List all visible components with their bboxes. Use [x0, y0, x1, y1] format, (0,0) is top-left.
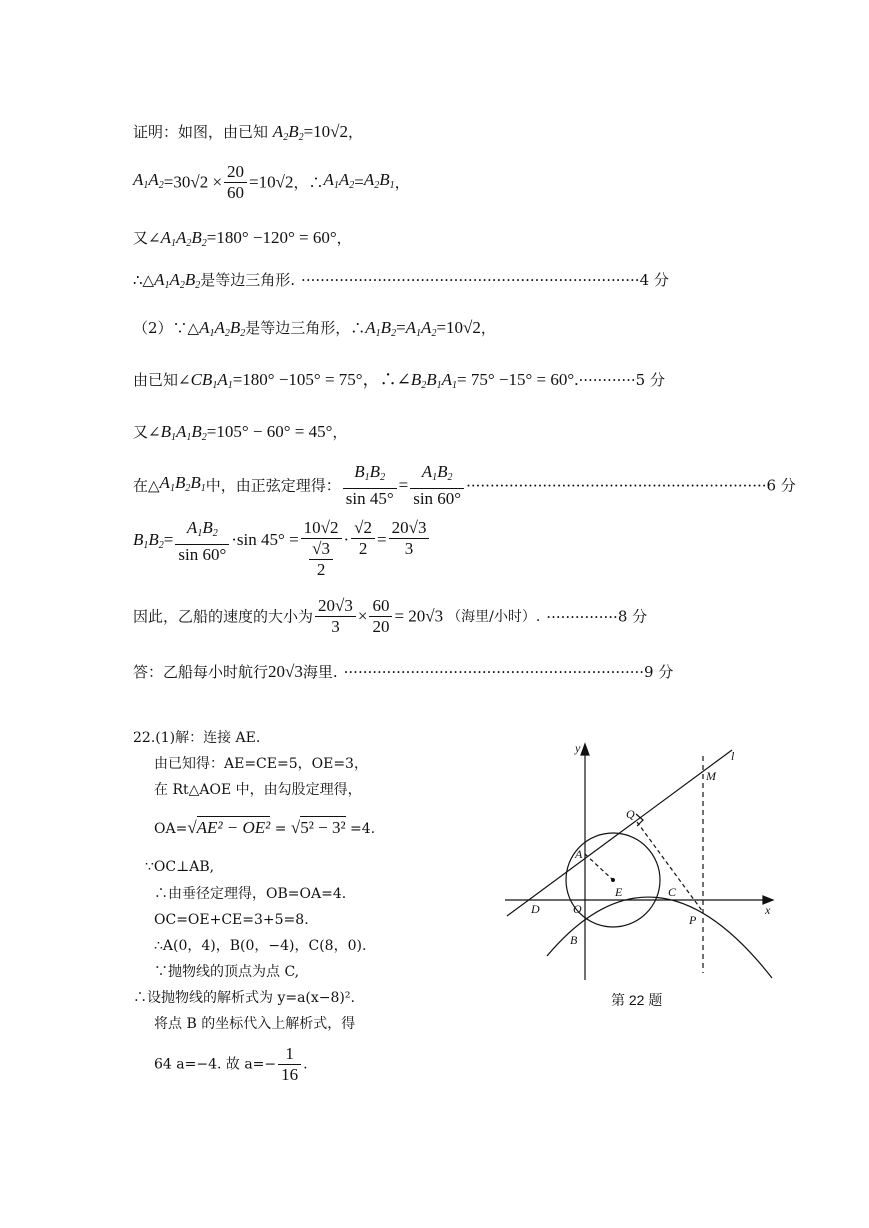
comma: ，	[332, 423, 348, 441]
angle-a1a2b2: $A_1A_2B_2$	[160, 228, 207, 249]
fraction-1-16	[278, 1044, 301, 1085]
figure-caption: 第 22 题	[611, 992, 663, 1008]
proof-line-5-text: 是等边三角形，∴	[245, 319, 366, 337]
q22-line-5: ∵OC⊥AB,	[145, 859, 215, 875]
segment-a2b2: $A_2B_2$	[272, 122, 304, 143]
comma: ，	[348, 123, 364, 141]
segment-a1a2: $A_1A_2$	[133, 169, 164, 191]
proof-line-4	[133, 270, 669, 296]
proof-line-10-pre: 因此，乙船的速度的大小为	[133, 607, 314, 626]
answer-unit: 海里.	[302, 663, 338, 681]
equals: =	[163, 530, 174, 549]
fraction-result	[389, 518, 430, 559]
fraction-20-60	[224, 162, 247, 203]
inner-denominator: 2	[316, 560, 326, 579]
proof-line-9	[133, 518, 431, 584]
q22-line-10: ∴设抛物线的解析式为 y=a(x−8)².	[133, 990, 355, 1006]
times-operator: ×	[357, 606, 368, 626]
segment-b1b2: $B_1B_2$	[133, 530, 164, 551]
fraction-numerator: 60	[369, 596, 392, 617]
proof-line-7	[133, 422, 347, 448]
proof-line-1	[133, 122, 363, 148]
fraction-numerator: √2	[351, 518, 375, 539]
proof-line-5-pre: （2）∵△	[133, 319, 200, 337]
score-label: 8 分	[617, 607, 648, 626]
comma: ，	[336, 229, 352, 247]
fraction-denominator: 20	[372, 617, 390, 636]
fraction-denominator: sin 60°	[178, 545, 227, 564]
equals: =	[396, 318, 406, 337]
proof-line-4-pre: ∴△	[133, 271, 155, 289]
fraction-numerator: 1	[278, 1044, 301, 1065]
segment-a1a2-b: $A_1A_2$	[323, 169, 355, 191]
therefore-text: ，∴	[293, 173, 324, 192]
fraction-60-20	[369, 596, 392, 637]
score-label: 5 分	[635, 371, 665, 389]
fraction-a1b2-sin60-b	[175, 518, 229, 565]
triangle-a1a2b2-b: $A_1A_2B_2$	[199, 318, 246, 339]
segment-ae-dashed	[585, 854, 613, 880]
proof-line-3-pre: 又∠	[133, 229, 161, 247]
proof-line-7-expr: =105° − 60° = 45°	[206, 422, 333, 441]
proof-line-8	[133, 462, 796, 506]
radicand-2: 5² − 3²	[300, 818, 346, 837]
sqrt-symbol: √	[187, 818, 197, 837]
fraction-20root3-3	[315, 596, 356, 637]
fraction-numerator: $A_1B_2$	[410, 462, 464, 489]
leader-dots: ·······································································	[301, 271, 640, 289]
radicand-1: AE² − OE²	[196, 818, 271, 837]
fraction-denominator: 3	[331, 617, 340, 636]
label-x: x	[765, 903, 771, 917]
fraction-denominator	[301, 539, 342, 580]
y-axis-arrow	[581, 744, 589, 755]
q22-line-4	[154, 818, 375, 839]
q22-line-1: 22.(1)解：连接 AE.	[133, 730, 261, 746]
oa-label: OA=	[154, 821, 188, 837]
proof-line-2	[133, 162, 410, 202]
fraction-denominator: 60	[227, 183, 245, 202]
leader-dots: ·······························································	[343, 663, 645, 681]
equals: =	[398, 475, 409, 495]
fraction-b1b2-sin45	[343, 462, 397, 509]
period: .	[303, 1056, 308, 1073]
proof-line-11	[133, 662, 673, 682]
proof-line-6	[133, 370, 665, 396]
dot-operator: ·	[343, 530, 350, 549]
q22-line-12	[154, 1044, 308, 1088]
proof-line-3	[133, 228, 352, 254]
q22-line-11: 将点 B 的坐标代入上解析式，得	[154, 1016, 356, 1032]
fraction-denominator: 2	[358, 539, 368, 558]
proof-line-10-result: = 20√3	[394, 606, 444, 626]
proof-line-8-text: 中，由正弦定理得：	[205, 476, 341, 495]
label-d: D	[531, 902, 540, 916]
proof-line-6-expr2: = 75° −15° = 60°.	[457, 370, 579, 389]
proof-line-10	[133, 596, 647, 640]
proof-line-1-pre: 证明：如图，由已知	[133, 123, 269, 141]
q22-figure	[495, 738, 785, 988]
fraction-a1b2-sin60	[410, 462, 464, 509]
sqrt-symbol: √	[290, 818, 301, 837]
score-label: 6 分	[766, 476, 796, 495]
fraction-denominator: sin 45°	[345, 489, 394, 508]
fraction-denominator: 3	[404, 539, 414, 558]
segment-a1a2-c: $A_1A_2$	[405, 318, 437, 339]
proof-line-7-pre: 又∠	[133, 423, 161, 441]
segment-a1b2: $A_1B_2$	[365, 318, 397, 339]
label-o: O	[573, 902, 582, 916]
equals: =	[270, 821, 291, 837]
oa-result: =4.	[345, 821, 376, 837]
compound-fraction	[301, 518, 342, 580]
label-m: M	[706, 769, 716, 783]
q22-line-3: 在 Rt△AOE 中，由勾股定理得，	[154, 782, 362, 798]
angle-b1a1b2: $B_1A_1B_2$	[160, 422, 207, 443]
fraction-numerator: 20√3	[315, 596, 356, 617]
angle-cb1a1: $CB_1A_1$	[190, 370, 233, 391]
proof-line-6-expr: =180° −105° = 75°，∴∠	[232, 370, 411, 389]
label-q: Q	[626, 807, 635, 821]
fraction-numerator: 10√2	[301, 518, 342, 539]
q22-line-9: ∵抛物线的顶点为点 C,	[154, 964, 300, 980]
proof-line-5	[133, 318, 496, 344]
fraction-denominator: sin 60°	[413, 489, 462, 508]
q22-line-7: OC=OE+CE=3+5=8.	[154, 912, 309, 928]
unit-label: （海里/小时）.	[447, 608, 541, 625]
triangle-a1b2b1: $A_1B_2B_1$	[159, 472, 206, 494]
leader-dots: ···············	[546, 607, 618, 626]
fraction-numerator: 20	[224, 162, 247, 183]
label-y: y	[575, 741, 581, 755]
answer-prefix: 答：乙船每小时航行	[133, 663, 269, 681]
inner-numerator: √3	[309, 539, 333, 560]
q22-line-6: ∴由垂径定理得，OB=OA=4.	[154, 886, 347, 902]
label-l: l	[731, 749, 735, 763]
score-label: 4 分	[639, 271, 669, 289]
proof-line-8-pre: 在△	[133, 476, 160, 495]
fraction-numerator: $A_1B_2$	[175, 518, 229, 545]
proof-line-3-expr: =180° −120° = 60°	[206, 228, 337, 247]
answer-value: 20√3	[268, 662, 303, 681]
comma: ，	[394, 173, 410, 192]
leader-dots: ············	[578, 371, 636, 389]
point-e-dot	[611, 878, 615, 882]
proof-line-9-mid: ·sin 45° =	[231, 530, 299, 549]
score-label: 9 分	[644, 663, 674, 681]
leader-dots: ·······························································	[466, 476, 767, 495]
label-a: A	[575, 847, 583, 861]
a-solution-text: 64 a=−4. 故 a=−	[154, 1056, 277, 1073]
comma: ，	[480, 319, 496, 337]
fraction-numerator: 20√3	[389, 518, 430, 539]
proof-line-5-eq: =10√2	[436, 318, 481, 337]
fraction-root2-2	[351, 518, 375, 559]
label-p: P	[689, 913, 697, 927]
proof-line-1-expr: =10√2	[303, 122, 348, 141]
fraction-numerator: $B_1B_2$	[343, 462, 397, 489]
q22-line-8: ∴A(0，4)，B(0，−4)，C(8，0).	[154, 938, 367, 954]
equals: =	[377, 530, 387, 549]
fraction-denominator: 16	[281, 1065, 299, 1084]
angle-b2b1a1: $B_2B_1A_1$	[410, 370, 458, 391]
equals: =	[354, 172, 364, 192]
proof-line-6-pre: 由已知∠	[133, 371, 191, 389]
proof-line-2-lhs: =30√2 ×	[163, 172, 223, 192]
proof-line-4-text: 是等边三角形.	[200, 271, 296, 289]
q22-line-2: 由已知得：AE=CE=5，OE=3，	[154, 756, 368, 772]
label-e: E	[615, 885, 623, 899]
label-b: B	[570, 933, 578, 947]
triangle-a1a2b2: $A_1A_2B_2$	[154, 270, 201, 291]
segment-a2b1: $A_2B_1$	[363, 169, 395, 191]
label-c: C	[668, 885, 677, 899]
inner-fraction	[309, 539, 333, 580]
proof-line-2-rhs: =10√2	[249, 172, 294, 192]
